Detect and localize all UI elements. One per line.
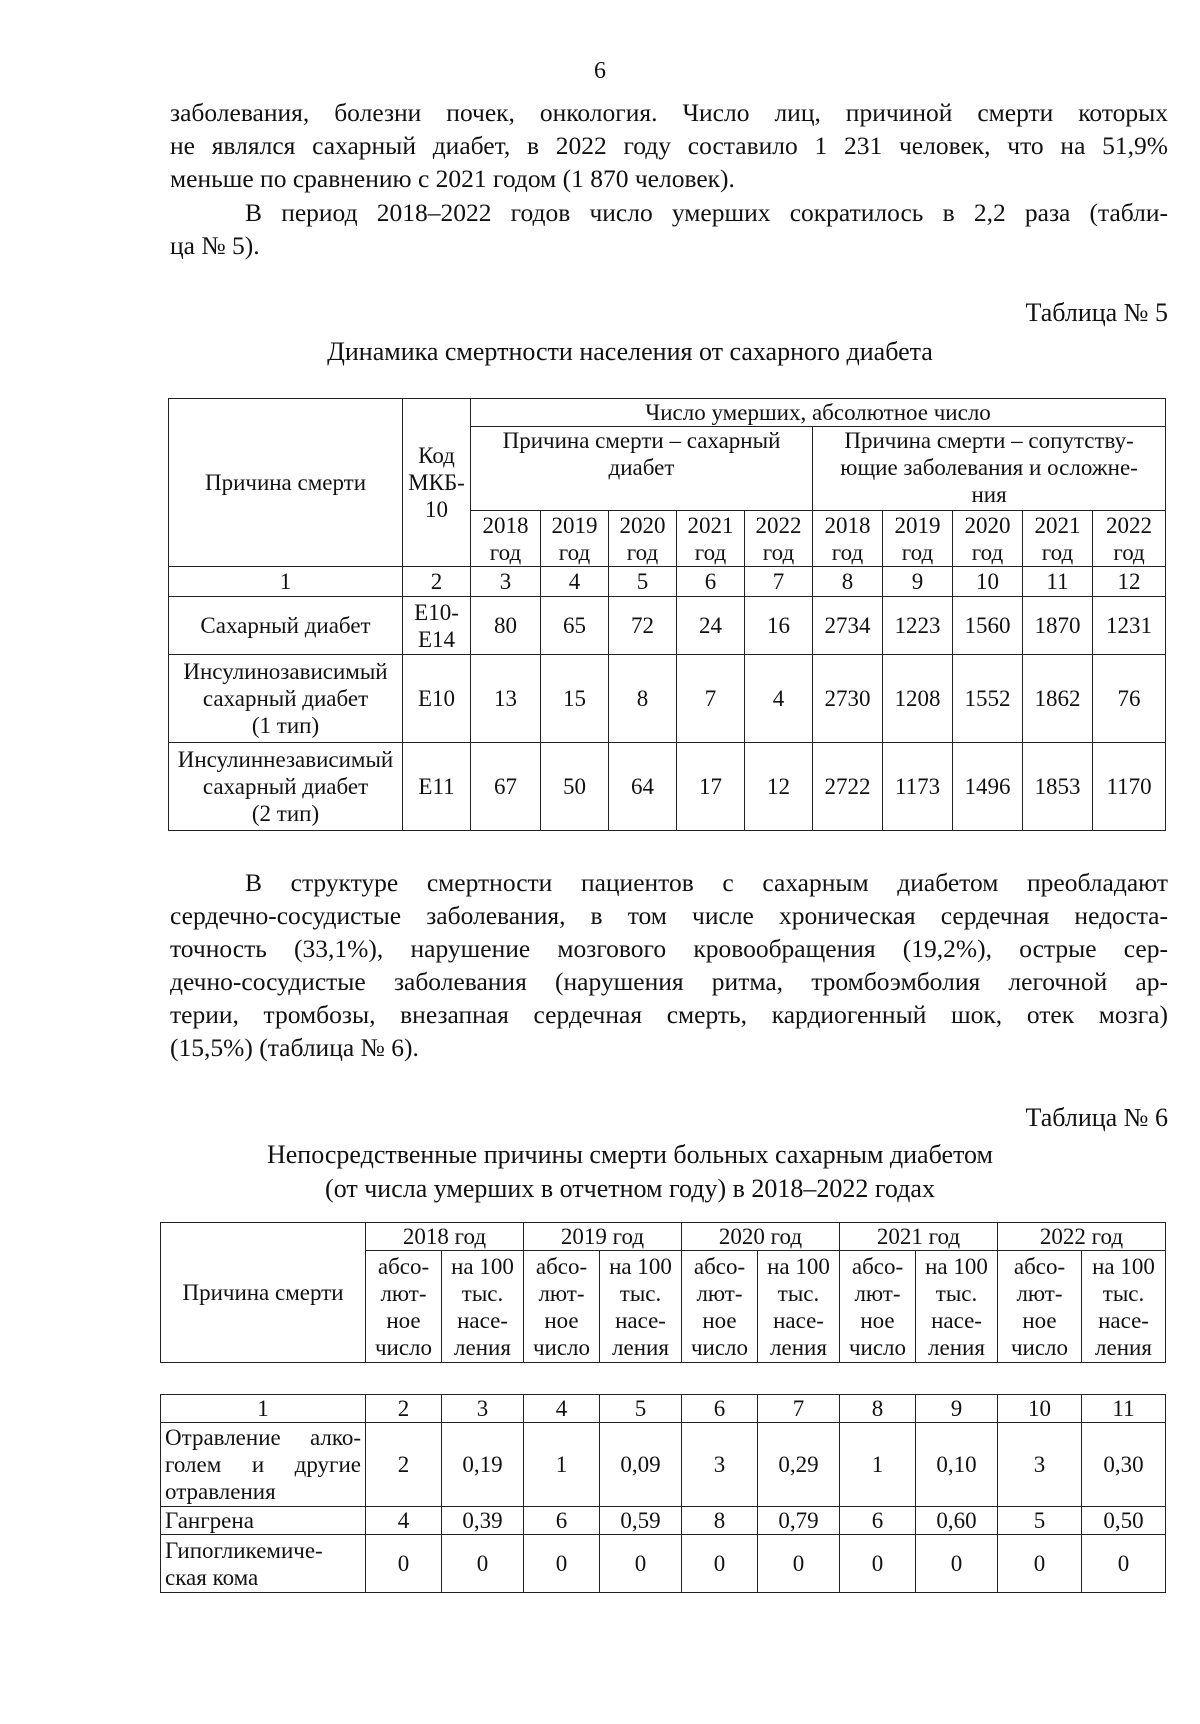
- cell-text-line: голем и другие: [165, 1452, 361, 1477]
- cell-text-line: 2021: [1034, 512, 1081, 538]
- t5-row-cause: [169, 743, 403, 831]
- table-cell: 50: [541, 743, 609, 831]
- cell-text-line: год: [901, 539, 934, 565]
- table-cell: 9: [916, 1395, 998, 1423]
- cell-text-line: число: [532, 1334, 591, 1360]
- text-line: В период 2018–2022 годов число умерших сократилось в 2,2 раза (табли-: [245, 198, 1168, 227]
- t6-row-cause: Гангрена: [161, 1507, 366, 1535]
- cell-text-line: 2022: [755, 512, 802, 538]
- cell-text-line: ное: [544, 1307, 579, 1333]
- t5-year-header: [813, 511, 883, 567]
- t5-row-code: [403, 597, 471, 655]
- table-cell: 1173: [883, 743, 953, 831]
- table-cell: 0: [366, 1535, 442, 1593]
- cell-text-line: тыс.: [935, 1280, 978, 1306]
- cell-text-line: ления: [928, 1334, 985, 1360]
- text-line: меньше по сравнению с 2021 годом (1 870 человек).: [170, 164, 735, 193]
- table6-label: Таблица № 6: [1025, 1103, 1168, 1132]
- cell-text-line: на 100: [925, 1253, 988, 1279]
- t5-row-code: [403, 743, 471, 831]
- cell-text-line: лют-: [696, 1280, 743, 1306]
- table-cell: 2730: [813, 655, 883, 743]
- table-cell: 1: [524, 1423, 600, 1507]
- text-line: ца № 5).: [170, 231, 260, 260]
- table-cell: 13: [471, 655, 541, 743]
- table-cell: 2: [366, 1395, 442, 1423]
- cell-text-line: абсо-: [377, 1253, 430, 1279]
- table-cell: 65: [541, 597, 609, 655]
- t6-header-abs: [366, 1251, 442, 1363]
- cell-text-line: ное: [860, 1307, 895, 1333]
- cell-text-line: МКБ-: [408, 470, 465, 495]
- t6-header-abs: [524, 1251, 600, 1363]
- cell-text-line: диабет: [608, 455, 675, 480]
- table-row: [161, 1507, 1166, 1535]
- table-cell: 2734: [813, 597, 883, 655]
- table-row: [161, 1423, 1166, 1507]
- cell-text-line: на 100: [451, 1253, 514, 1279]
- table-cell: 24: [677, 597, 745, 655]
- cell-text-line: сахарный диабет: [202, 774, 369, 799]
- cell-text-line: год: [694, 539, 727, 565]
- table-cell: 0,50: [1082, 1507, 1166, 1535]
- table-cell: 7: [758, 1395, 840, 1423]
- table-row: [169, 597, 1166, 655]
- text-line: дечно-сосудистые заболевания (нарушения ритма, тромбоэмболия легочной ар-: [170, 967, 1168, 996]
- cell-text-line: Причина смерти – сахарный: [502, 428, 781, 453]
- t6-header-cause: Причина смерти: [161, 1223, 366, 1363]
- cell-text-line: ления: [1095, 1334, 1152, 1360]
- cell-text-line: (от числа умерших в отчетном году) в 2018–2022 годах: [325, 1174, 935, 1203]
- t5-year-header: [883, 511, 953, 567]
- cell-text-line: 2020: [964, 512, 1011, 538]
- cell-text-line: ное: [386, 1307, 421, 1333]
- table-cell: 1560: [953, 597, 1023, 655]
- cell-text-line: год: [1113, 539, 1145, 565]
- cell-text-line: насе-: [931, 1307, 982, 1333]
- table6-body: [160, 1394, 1166, 1593]
- cell-text-line: E10: [417, 686, 456, 711]
- cell-text-line: лют-: [1016, 1280, 1063, 1306]
- table-row: [161, 1535, 1166, 1593]
- table-cell: 0: [998, 1535, 1082, 1593]
- table-row: [169, 743, 1166, 831]
- t5-row-code: [403, 655, 471, 743]
- table-cell: 0: [1082, 1535, 1166, 1593]
- cell-text-line: 2018: [824, 512, 871, 538]
- cell-text-line: абсо-: [693, 1253, 746, 1279]
- cell-text-line: Гипогликемиче-: [165, 1537, 323, 1563]
- table-cell: 1853: [1023, 743, 1093, 831]
- t6-header-per100k: [758, 1251, 840, 1363]
- cell-text-line: тыс.: [777, 1280, 820, 1306]
- table-cell: 6: [682, 1395, 758, 1423]
- table-cell: 12: [1093, 567, 1166, 597]
- table-cell: 0,29: [758, 1423, 840, 1507]
- table-cell: 4: [745, 655, 813, 743]
- table-cell: 1496: [953, 743, 1023, 831]
- table-cell: 80: [471, 597, 541, 655]
- t5-year-header: [953, 511, 1023, 567]
- cell-text-line: E11: [418, 774, 455, 799]
- cell-text-line: ния: [971, 482, 1007, 507]
- table-cell: 15: [541, 655, 609, 743]
- t6-column-numbers: [161, 1395, 1166, 1423]
- cell-text-line: 2018: [482, 512, 529, 538]
- table-cell: 1: [840, 1423, 916, 1507]
- table-cell: 10: [953, 567, 1023, 597]
- table-cell: 1208: [883, 655, 953, 743]
- cell-text-line: насе-: [615, 1307, 666, 1333]
- table-cell: 0,30: [1082, 1423, 1166, 1507]
- table-cell: 1552: [953, 655, 1023, 743]
- table6-title: [30, 1138, 1200, 1206]
- table-cell: 0,09: [600, 1423, 682, 1507]
- table-cell: 0,10: [916, 1423, 998, 1507]
- table-cell: 7: [677, 655, 745, 743]
- cell-text-line: ное: [702, 1307, 737, 1333]
- text-line: терии, тромбозы, внезапная сердечная смерть, кардиогенный шок, отек мозга): [170, 1000, 1168, 1029]
- table-cell: 3: [998, 1423, 1082, 1507]
- t6-row-cause: [161, 1423, 366, 1507]
- cell-text-line: Отравление алко-: [165, 1425, 361, 1450]
- table-cell: 0,19: [442, 1423, 524, 1507]
- cell-text-line: число: [1010, 1334, 1069, 1360]
- cell-text-line: абсо-: [535, 1253, 588, 1279]
- cell-text-line: насе-: [773, 1307, 824, 1333]
- cell-text-line: 2019: [894, 512, 941, 538]
- t5-row-cause: [169, 655, 403, 743]
- cell-text-line: (1 тип): [251, 713, 320, 738]
- t6-header-per100k: [442, 1251, 524, 1363]
- cell-text-line: Сахарный диабет: [200, 613, 371, 638]
- cell-text-line: ская кома: [165, 1564, 259, 1590]
- t6-header-per100k: [916, 1251, 998, 1363]
- cell-text-line: на 100: [609, 1253, 672, 1279]
- t5-header-group-comorbid: [813, 427, 1166, 511]
- table-cell: 11: [1023, 567, 1093, 597]
- table-cell: 17: [677, 743, 745, 831]
- cell-text-line: Код: [418, 443, 455, 468]
- table-cell: 3: [442, 1395, 524, 1423]
- cell-text-line: год: [626, 539, 659, 565]
- t5-column-numbers: [169, 567, 1166, 597]
- cell-text-line: число: [848, 1334, 907, 1360]
- table-cell: 1870: [1023, 597, 1093, 655]
- cell-text-line: год: [489, 539, 522, 565]
- cell-text-line: ления: [454, 1334, 511, 1360]
- t6-year-header: 2020 год: [682, 1223, 840, 1251]
- table-cell: 16: [745, 597, 813, 655]
- table-cell: 0,59: [600, 1507, 682, 1535]
- cell-text-line: E14: [417, 626, 456, 652]
- t5-year-header: [1023, 511, 1093, 567]
- table-cell: 3: [471, 567, 541, 597]
- table-cell: 4: [366, 1507, 442, 1535]
- page-number: 6: [594, 58, 606, 84]
- t5-year-header: [541, 511, 609, 567]
- text-line: не являлся сахарный диабет, в 2022 году составило 1 231 человек, что на 51,9%: [170, 131, 1168, 160]
- t6-header-per100k: [600, 1251, 682, 1363]
- t6-row-cause: [161, 1535, 366, 1593]
- cell-text-line: год: [831, 539, 864, 565]
- table-cell: 6: [677, 567, 745, 597]
- table-cell: 5: [600, 1395, 682, 1423]
- table-cell: 8: [682, 1507, 758, 1535]
- table-cell: 8: [840, 1395, 916, 1423]
- table-cell: 6: [840, 1507, 916, 1535]
- t6-header-abs: [998, 1251, 1082, 1363]
- table-cell: 0: [442, 1535, 524, 1593]
- table-cell: 72: [609, 597, 677, 655]
- table-cell: 7: [745, 567, 813, 597]
- cell-text-line: (2 тип): [251, 801, 320, 826]
- structure-paragraph: [170, 866, 1168, 1064]
- table5: [168, 398, 1166, 831]
- table-cell: 8: [609, 655, 677, 743]
- table-cell: 67: [471, 743, 541, 831]
- table-cell: 1223: [883, 597, 953, 655]
- text-line: сердечно-сосудистые заболевания, в том числе хроническая сердечная недоста-: [170, 901, 1168, 930]
- t5-year-header: [609, 511, 677, 567]
- cell-text-line: лют-: [538, 1280, 585, 1306]
- table-cell: 1170: [1093, 743, 1166, 831]
- table-cell: 4: [524, 1395, 600, 1423]
- table-cell: 0: [682, 1535, 758, 1593]
- t5-row-cause: [169, 597, 403, 655]
- table-cell: 5: [609, 567, 677, 597]
- table-cell: 6: [524, 1507, 600, 1535]
- cell-text-line: тыс.: [461, 1280, 504, 1306]
- text-line: заболевания, болезни почек, онкология. Число лиц, причиной смерти которых: [170, 98, 1168, 127]
- table-row: [169, 655, 1166, 743]
- table-cell: 0,79: [758, 1507, 840, 1535]
- table-cell: 0: [916, 1535, 998, 1593]
- table-cell: 2: [403, 567, 471, 597]
- t6-year-header: 2021 год: [840, 1223, 998, 1251]
- table-cell: 64: [609, 743, 677, 831]
- cell-text-line: ное: [1022, 1307, 1057, 1333]
- table-cell: 4: [541, 567, 609, 597]
- cell-text-line: год: [1041, 539, 1074, 565]
- t5-header-cause: Причина смерти: [169, 399, 403, 567]
- intro-paragraph: [170, 96, 1168, 195]
- cell-text-line: ления: [770, 1334, 827, 1360]
- table-cell: 12: [745, 743, 813, 831]
- cell-text-line: год: [762, 539, 795, 565]
- t5-header-code: [403, 399, 471, 567]
- cell-text-line: 2019: [551, 512, 598, 538]
- table-cell: 2722: [813, 743, 883, 831]
- cell-text-line: абсо-: [851, 1253, 904, 1279]
- table-cell: 0: [840, 1535, 916, 1593]
- table5-label: Таблица № 5: [1025, 298, 1168, 327]
- table6-header: [160, 1222, 1166, 1363]
- cell-text-line: 10: [425, 497, 448, 522]
- table-cell: 1231: [1093, 597, 1166, 655]
- t6-header-abs: [682, 1251, 758, 1363]
- cell-text-line: год: [971, 539, 1004, 565]
- t5-header-deaths: Число умерших, абсолютное число: [471, 399, 1166, 427]
- cell-text-line: тыс.: [1102, 1280, 1145, 1306]
- table-cell: 0: [758, 1535, 840, 1593]
- t6-header-abs: [840, 1251, 916, 1363]
- cell-text-line: ющие заболевания и осложне-: [840, 455, 1138, 480]
- t5-year-header: [471, 511, 541, 567]
- table-cell: 0,39: [442, 1507, 524, 1535]
- t5-header-group-diabetes: [471, 427, 813, 511]
- cell-text-line: отравления: [165, 1479, 276, 1504]
- cell-text-line: Непосредственные причины смерти больных сахарным диабетом: [266, 1140, 994, 1169]
- cell-text-line: год: [558, 539, 591, 565]
- cell-text-line: тыс.: [619, 1280, 662, 1306]
- table-cell: 2: [366, 1423, 442, 1507]
- t5-year-header: [745, 511, 813, 567]
- table-cell: 1: [161, 1395, 366, 1423]
- cell-text-line: число: [690, 1334, 749, 1360]
- t6-year-header: 2019 год: [524, 1223, 682, 1251]
- cell-text-line: лют-: [380, 1280, 427, 1306]
- table-cell: 76: [1093, 655, 1166, 743]
- table-cell: 1862: [1023, 655, 1093, 743]
- cell-text-line: Инсулинозависимый: [183, 659, 388, 684]
- cell-text-line: E10-: [414, 599, 459, 625]
- cell-text-line: лют-: [854, 1280, 901, 1306]
- cell-text-line: насе-: [1098, 1307, 1149, 1333]
- t6-year-header: 2018 год: [366, 1223, 524, 1251]
- text-line: точность (33,1%), нарушение мозгового кровообращения (19,2%), острые сер-: [170, 934, 1168, 963]
- table-cell: 11: [1082, 1395, 1166, 1423]
- table-cell: 9: [883, 567, 953, 597]
- cell-text-line: сахарный диабет: [202, 686, 369, 711]
- cell-text-line: на 100: [767, 1253, 830, 1279]
- cell-text-line: ления: [612, 1334, 669, 1360]
- table-cell: 0: [600, 1535, 682, 1593]
- cell-text-line: Причина смерти – сопутству-: [844, 428, 1134, 453]
- text-line: (15,5%) (таблица № 6).: [170, 1033, 419, 1062]
- cell-text-line: 2022: [1106, 512, 1153, 538]
- table-cell: 3: [682, 1423, 758, 1507]
- cell-text-line: насе-: [457, 1307, 508, 1333]
- table-cell: 8: [813, 567, 883, 597]
- table5-title: Динамика смертности населения от сахарного диабета: [327, 337, 933, 366]
- cell-text-line: 2020: [619, 512, 666, 538]
- cell-text-line: на 100: [1092, 1253, 1155, 1279]
- table-cell: 0,60: [916, 1507, 998, 1535]
- cell-text-line: 2021: [687, 512, 734, 538]
- cell-text-line: число: [374, 1334, 433, 1360]
- table-cell: 10: [998, 1395, 1082, 1423]
- cell-text-line: Инсулиннезависимый: [177, 747, 394, 772]
- cell-text-line: абсо-: [1013, 1253, 1066, 1279]
- t5-year-header: [1093, 511, 1166, 567]
- period-paragraph: [170, 196, 1168, 262]
- t6-year-header: 2022 год: [998, 1223, 1166, 1251]
- table-cell: 5: [998, 1507, 1082, 1535]
- text-line: В структуре смертности пациентов с сахарным диабетом преобладают: [245, 868, 1168, 897]
- table-cell: 0: [524, 1535, 600, 1593]
- t6-header-per100k: [1082, 1251, 1166, 1363]
- t5-year-header: [677, 511, 745, 567]
- table-cell: 1: [169, 567, 403, 597]
